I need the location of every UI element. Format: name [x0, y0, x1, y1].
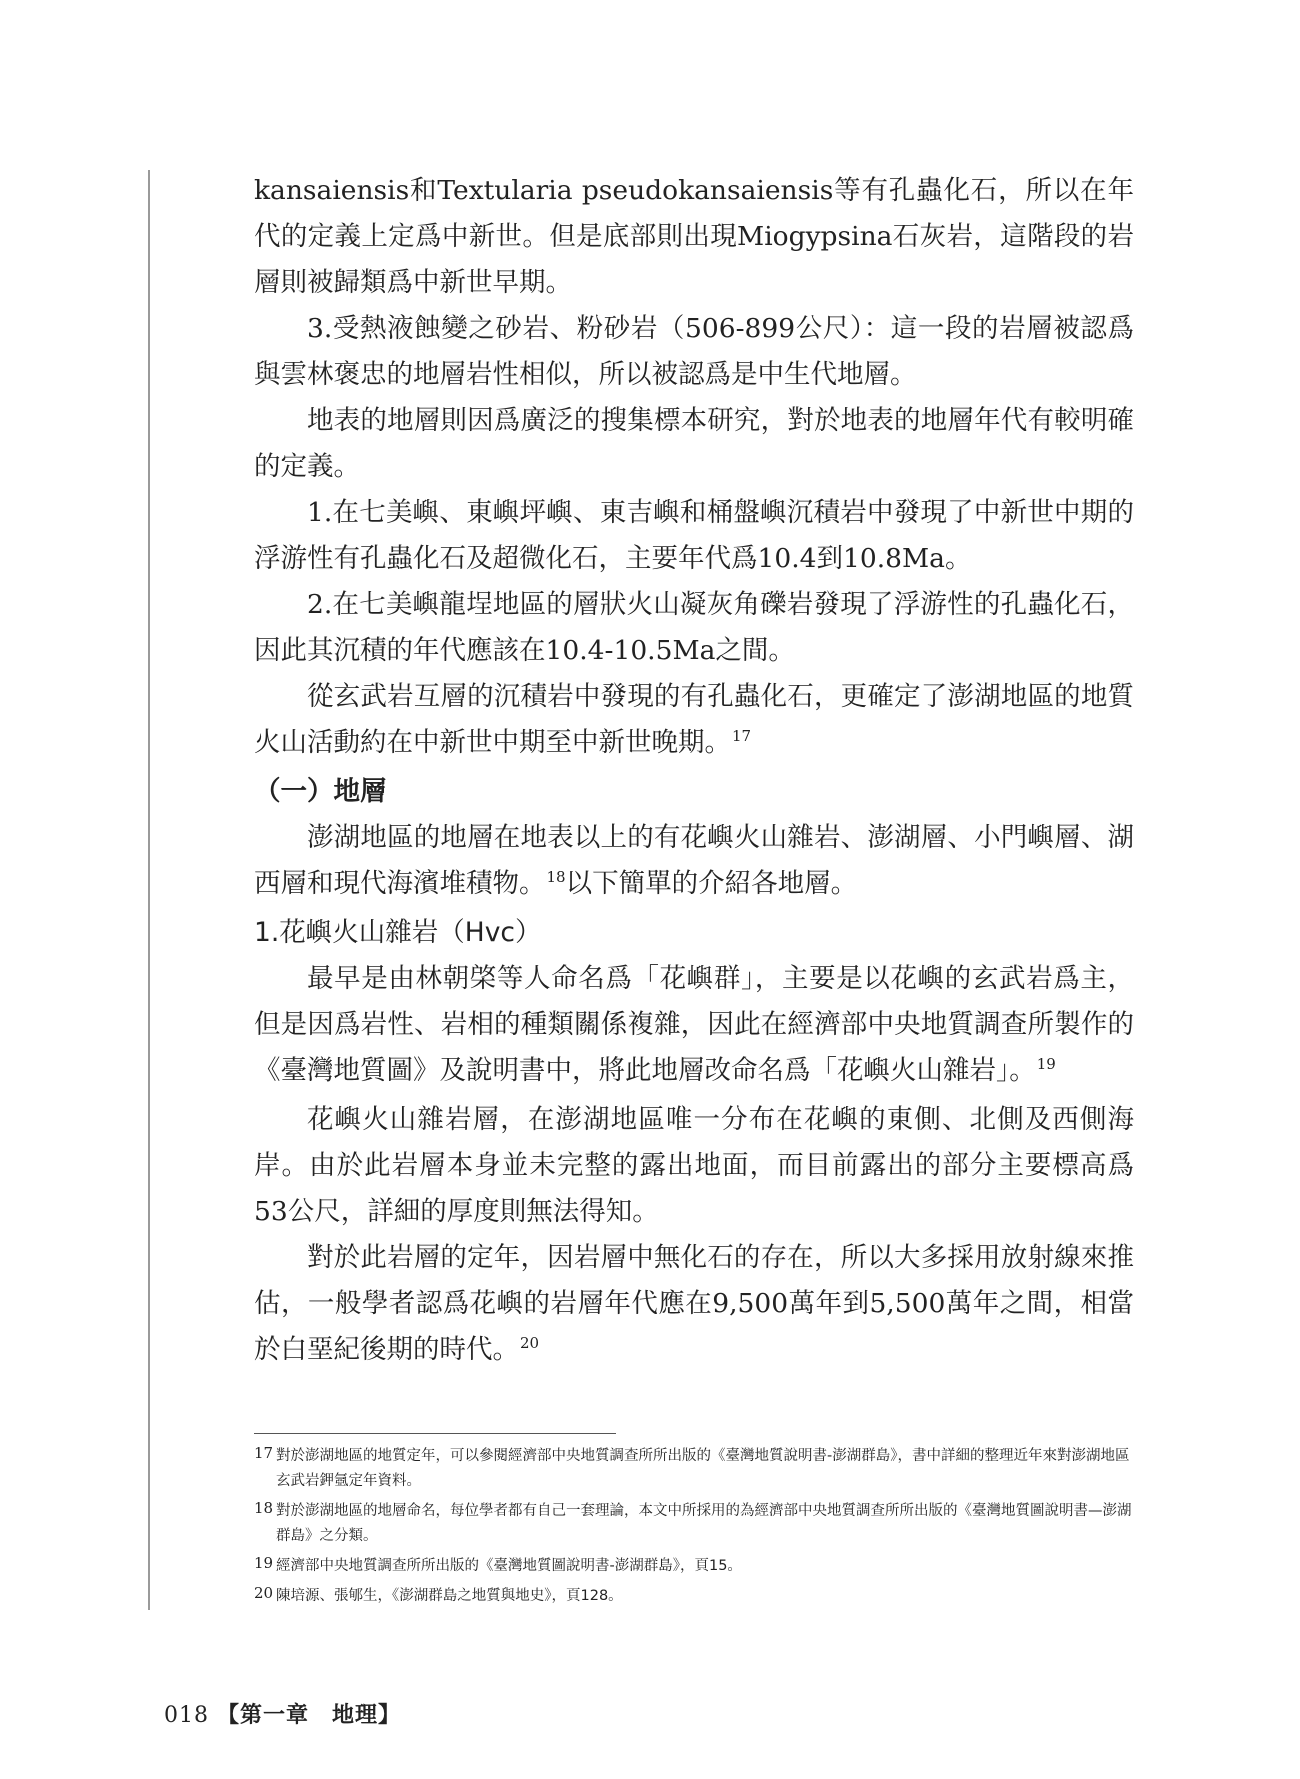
footnote-number: 20	[254, 1584, 274, 1602]
footnote-number: 18	[254, 1499, 274, 1517]
margin-rule	[148, 170, 150, 1610]
footnote-ref[interactable]: 20	[520, 1334, 540, 1352]
paragraph: 地表的地層則因爲廣泛的搜集標本研究，對於地表的地層年代有較明確的定義。	[254, 405, 1134, 482]
footnote: 19 經濟部中央地質調查所所出版的《臺灣地質圖說明書-澎湖群島》，頁15。	[254, 1553, 1134, 1579]
paragraph: 從玄武岩互層的沉積岩中發現的有孔蟲化石，更確定了澎湖地區的地質火山活動約在中新世中期至中新世晚期。$^{17}$	[254, 681, 1134, 758]
chapter-title: 【第一章 地理】	[217, 1702, 402, 1728]
footnote-ref[interactable]: 18	[546, 868, 566, 886]
paragraph: 2.在七美嶼龍埕地區的層狀火山凝灰角礫岩發現了浮游性的孔蟲化石，因此其沉積的年代應該在10.4-10.5Ma之間。	[254, 589, 1134, 666]
paragraph: 花嶼火山雜岩層，在澎湖地區唯一分布在花嶼的東側、北側及西側海岸。由於此岩層本身並未完整的露出地面，而目前露出的部分主要標高爲53公尺，詳細的厚度則無法得知。	[254, 1104, 1134, 1227]
footnote-ref[interactable]: 17	[732, 727, 752, 745]
footnotes	[254, 1443, 1134, 1613]
footnote: 20 陳培源、張郇生，《澎湖群島之地質與地史》，頁128。	[254, 1583, 1134, 1609]
page-number: 018	[164, 1703, 209, 1728]
footnote-number: 17	[254, 1444, 274, 1462]
paragraph: 澎湖地區的地層在地表以上的有花嶼火山雜岩、澎湖層、小門嶼層、湖西層和現代海濱堆積物。$^{18}$以下簡單的介紹各地層。	[254, 822, 1134, 899]
footnote-number: 19	[254, 1554, 274, 1572]
section-heading: （一）地層	[254, 776, 387, 807]
paragraph: 3.受熱液蝕變之砂岩、粉砂岩（506-899公尺）：這一段的岩層被認爲與雲林褒忠的地層岩性相似，所以被認爲是中生代地層。	[254, 313, 1134, 390]
paragraph: kansaiensis和Textularia pseudokansaiensis等有孔蟲化石，所以在年代的定義上定爲中新世。但是底部則出現Miogypsina石灰岩，這階段的岩層則被歸類爲中新世早期。	[254, 175, 1134, 298]
footnote-divider	[254, 1433, 616, 1434]
footnote-ref[interactable]: 19	[1036, 1055, 1056, 1073]
footnote: 17 對於澎湖地區的地質定年，可以參閱經濟部中央地質調查所所出版的《臺灣地質說明書-澎湖群島》，書中詳細的整理近年來對澎湖地區玄武岩鉀氬定年資料。	[254, 1443, 1134, 1494]
paragraph: 最早是由林朝棨等人命名爲「花嶼群」，主要是以花嶼的玄武岩爲主，但是因爲岩性、岩相的種類關係複雜，因此在經濟部中央地質調查所製作的《臺灣地質圖》及說明書中，將此地層改命名爲「花嶼火山雜岩」。$^{19}$	[254, 963, 1134, 1086]
footnote: 18 對於澎湖地區的地層命名，每位學者都有自己一套理論，本文中所採用的為經濟部中央地質調查所所出版的《臺灣地質圖說明書—澎湖群島》之分類。	[254, 1498, 1134, 1549]
main-text	[254, 168, 1134, 1376]
paragraph: 1.在七美嶼、東嶼坪嶼、東吉嶼和桶盤嶼沉積岩中發現了中新世中期的浮游性有孔蟲化石及超微化石，主要年代爲10.4到10.8Ma。	[254, 497, 1134, 574]
subsection-heading: 1.花嶼火山雜岩（Hvc）	[254, 917, 542, 948]
paragraph: 對於此岩層的定年，因岩層中無化石的存在，所以大多採用放射線來推估，一般學者認爲花嶼的岩層年代應在9,500萬年到5,500萬年之間，相當於白堊紀後期的時代。$^{20}$	[254, 1242, 1134, 1365]
page-footer	[164, 1698, 401, 1729]
